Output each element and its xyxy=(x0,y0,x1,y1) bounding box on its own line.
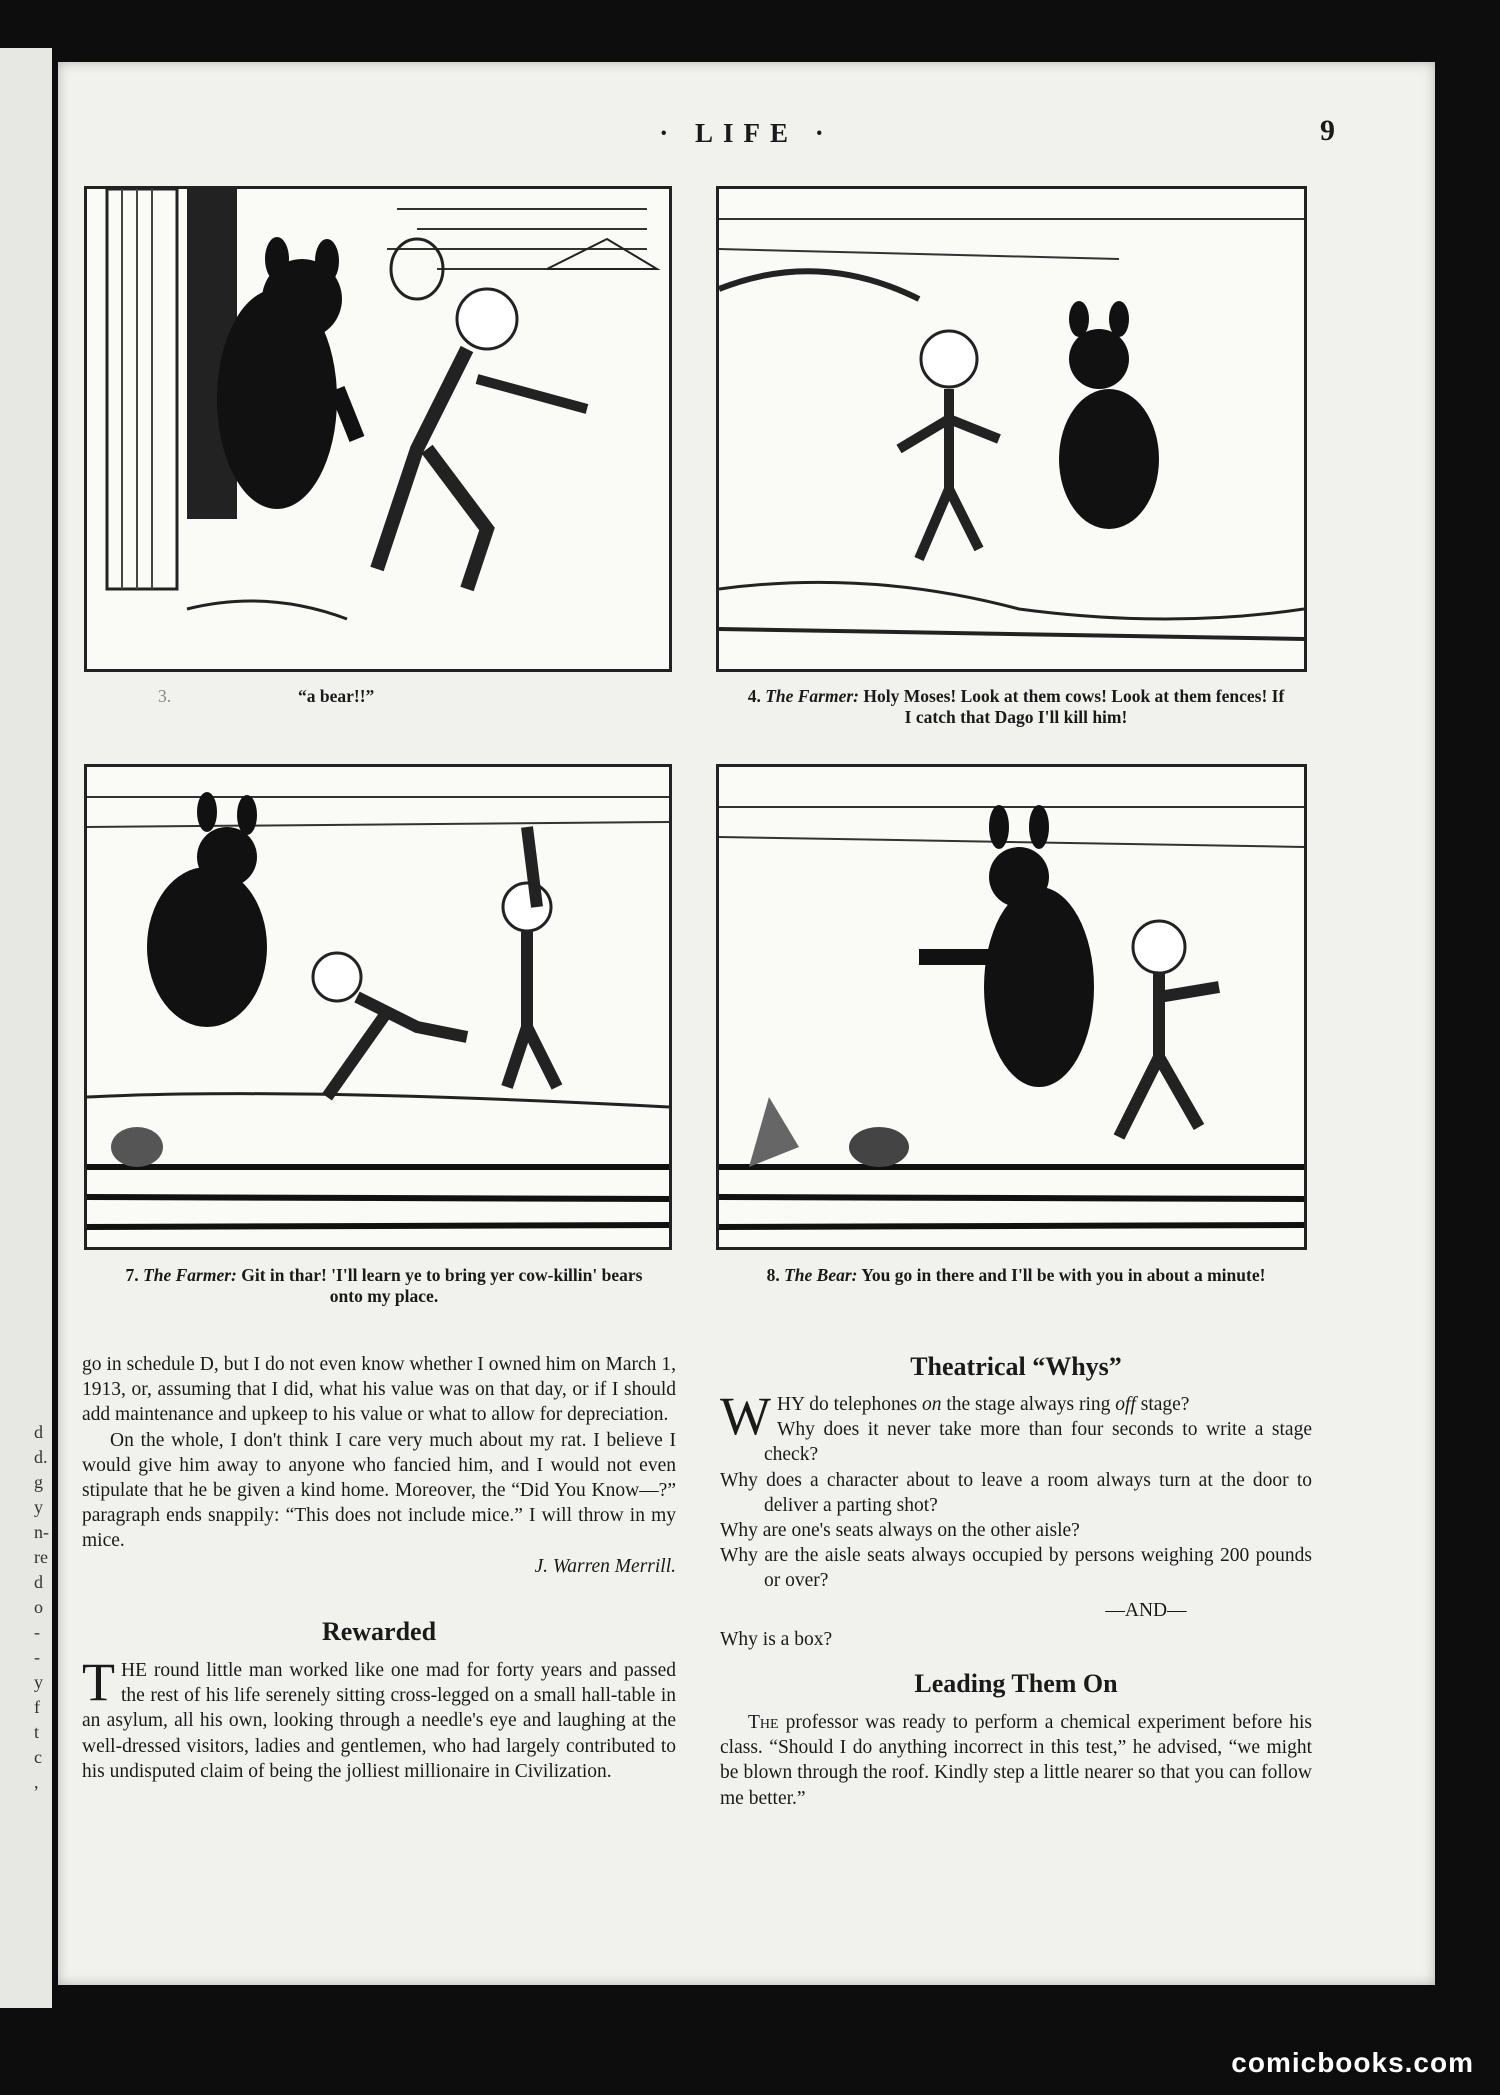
page-number: 9 xyxy=(1320,114,1335,147)
facing-page-letter: re xyxy=(34,1547,48,1567)
rewarded-title: Rewarded xyxy=(321,1617,437,1646)
panel-8-illustration xyxy=(719,767,1304,1247)
facing-page-letter: - xyxy=(34,1647,40,1667)
comic-panel-8 xyxy=(716,764,1307,1250)
theatrical-q6: Why is a box? xyxy=(720,1628,833,1650)
panel-4-number: 4. xyxy=(747,686,761,706)
panel-4-caption xyxy=(746,686,1286,728)
rewarded-text xyxy=(82,1652,676,1784)
theatrical-q1b: the stage always ring xyxy=(941,1394,1116,1415)
panel-8-number: 8. xyxy=(766,1265,780,1285)
theatrical-q1-on: on xyxy=(921,1394,942,1415)
facing-page-letter: , xyxy=(34,1772,39,1792)
facing-page-letter: d xyxy=(34,1422,43,1442)
article-continued xyxy=(82,1352,676,1579)
rewarded-body: HE round little man worked like one mad for forty years and passed the rest of his life serenely sitting cross-legged on a small hall-table in an asylum, all his own, looking through a needle's eye and laughing at the well-dressed visitors, ladies and gentlemen, who had largely contributed to his undisputed claim of being the jolliest millionaire in Civilization. xyxy=(82,1660,676,1782)
panel-3-text: “a bear!!” xyxy=(298,686,375,706)
facing-page-letter: g xyxy=(34,1472,43,1492)
panel-7-speaker: The Farmer: xyxy=(143,1265,237,1285)
theatrical-q3: Why does a character about to leave a room always turn at the door to deliver a parting shot? xyxy=(720,1469,1312,1516)
theatrical-text xyxy=(720,1386,1312,1652)
leading-lead-word: The xyxy=(748,1712,779,1733)
theatrical-q4: Why are one's seats always on the other aisle? xyxy=(720,1520,1080,1542)
facing-page-letter: d. xyxy=(34,1447,48,1467)
panel-7-illustration xyxy=(87,767,669,1247)
panel-4-text: Holy Moses! Look at them cows! Look at them fences! If I catch that Dago I'll kill him! xyxy=(863,686,1285,727)
panel-4-illustration xyxy=(719,189,1304,669)
panel-3-caption xyxy=(158,686,658,707)
panel-7-caption xyxy=(114,1265,654,1307)
theatrical-q2: Why does it never take more than four seconds to write a stage check? xyxy=(764,1419,1312,1466)
panel-3-illustration xyxy=(87,189,669,669)
facing-page-letter: n- xyxy=(34,1522,49,1542)
panel-7-text: Git in thar! 'I'll learn ye to bring yer cow-killin' bears onto my place. xyxy=(241,1265,643,1306)
comic-panel-7 xyxy=(84,764,672,1250)
facing-page-letter: c xyxy=(34,1747,42,1767)
article-signature: J. Warren Merrill. xyxy=(534,1555,676,1577)
facing-page-letter: - xyxy=(34,1622,40,1642)
facing-page-letter: o xyxy=(34,1597,43,1617)
facing-page-letter: d xyxy=(34,1572,43,1592)
article-paragraph-1: go in schedule D, but I do not even know whether I owned him on March 1, 1913, or, assuming that I did, what his value was on that day, or if I should add maintenance and upkeep to his value or what to allow for depreciation. xyxy=(82,1354,676,1426)
facing-page-letter: y xyxy=(34,1497,43,1517)
theatrical-title: Theatrical “Whys” xyxy=(910,1352,1122,1381)
running-head: · LIFE · xyxy=(659,118,834,148)
panel-8-text: You go in there and I'll be with you in about a minute! xyxy=(861,1265,1266,1285)
panel-8-speaker: The Bear: xyxy=(784,1265,858,1285)
facing-page-letters xyxy=(34,1420,48,1795)
panel-3-number: 3. xyxy=(158,686,172,706)
theatrical-and: —AND— xyxy=(1105,1599,1187,1621)
article-paragraph-2: On the whole, I don't think I care very much about my rat. I believe I would give him away to anyone who fancied him, and I would not even stipulate that he be given a kind home. Moreover, the “Did You Know—?” paragraph ends snappily: “This does not include mice.” I will throw in my mice. xyxy=(82,1429,676,1552)
theatrical-q1c: stage? xyxy=(1135,1394,1190,1415)
leading-body: professor was ready to perform a chemical experiment before his class. “Should I do anything incorrect in this test,” he advised, “we might be blown through the roof. Kindly step a little nearer so that you can follow me better.” xyxy=(720,1712,1312,1809)
theatrical-q1a: HY do telephones xyxy=(776,1394,922,1415)
panel-7-number: 7. xyxy=(125,1265,139,1285)
facing-page-strip xyxy=(0,48,52,2008)
panel-4-speaker: The Farmer: xyxy=(765,686,860,706)
watermark: comicbooks.com xyxy=(1231,2047,1474,2078)
theatrical-drop-cap: W xyxy=(720,1386,771,1446)
comic-panel-3 xyxy=(84,186,672,672)
facing-page-letter: t xyxy=(34,1722,40,1742)
rewarded-drop-cap: T xyxy=(82,1652,115,1712)
leading-title: Leading Them On xyxy=(914,1669,1118,1698)
theatrical-q5: Why are the aisle seats always occupied by persons weighing 200 pounds or over? xyxy=(720,1545,1312,1592)
panel-8-caption xyxy=(746,1265,1286,1286)
comic-panel-4 xyxy=(716,186,1307,672)
leading-text xyxy=(720,1710,1312,1811)
facing-page-letter: f xyxy=(34,1697,40,1717)
theatrical-q1-off: off xyxy=(1115,1394,1136,1415)
facing-page-letter: y xyxy=(34,1672,43,1692)
magazine-page xyxy=(58,62,1435,1985)
